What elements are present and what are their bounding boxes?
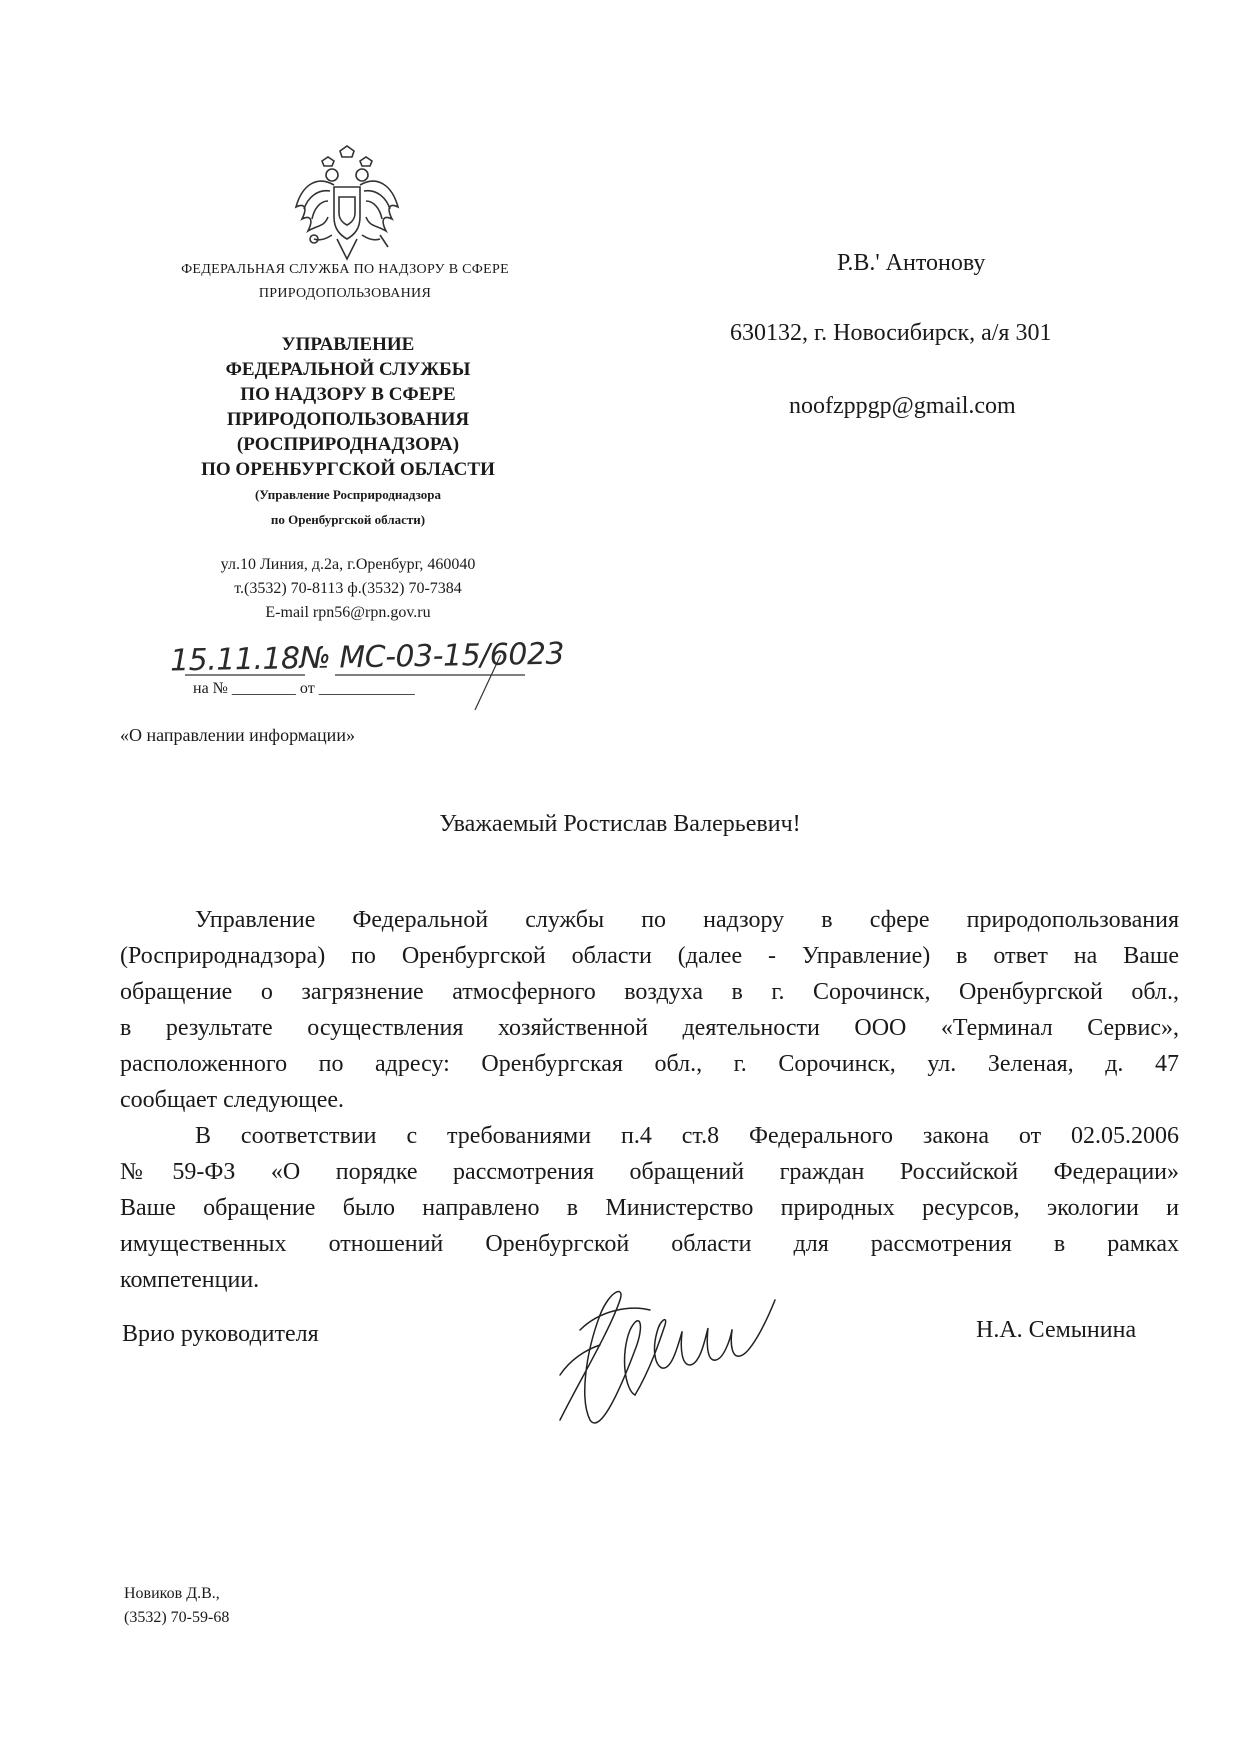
department-name-line: ПО ОРЕНБУРГСКОЙ ОБЛАСТИ — [201, 459, 495, 480]
executor-name: Новиков Д.В., — [124, 1585, 220, 1602]
contact-phone-fax: т.(3532) 70-8113 ф.(3532) 70-7384 — [234, 580, 462, 597]
handwritten-signature-icon — [540, 1270, 790, 1440]
department-short-name-line: по Оренбургской области) — [270, 512, 426, 527]
body-line: сообщает следующее. — [120, 1087, 345, 1113]
coat-of-arms-icon — [292, 145, 402, 265]
agency-name-line2: ПРИРОДОПОЛЬЗОВАНИЯ — [258, 286, 432, 301]
addressee-address: 630132, г. Новосибирск, а/я 301 — [730, 320, 1052, 346]
addressee-email: noofzppgp@gmail.com — [789, 393, 1016, 419]
department-name-line: ПО НАДЗОРУ В СФЕРЕ — [240, 384, 456, 405]
department-name-line: (РОСПРИРОДНАДЗОРА) — [236, 434, 460, 455]
body-line: компетенции. — [120, 1267, 260, 1293]
body-line: в результате осуществления хозяйственной деятельности ООО «Терминал Сервис», — [120, 1015, 1179, 1041]
reply-reference-line: на № ________ от ____________ — [193, 680, 415, 697]
signatory-role: Врио руководителя — [122, 1321, 319, 1347]
department-name-line: ПРИРОДОПОЛЬЗОВАНИЯ — [226, 409, 470, 430]
body-line: В соответствии с требованиями п.4 ст.8 Федерального закона от 02.05.2006 — [195, 1123, 1179, 1149]
letter-subject: «О направлении информации» — [120, 725, 355, 745]
registration-number-handwritten: 15.11.18№ МС-03-15/6023 — [169, 636, 565, 679]
executor-phone: (3532) 70-59-68 — [124, 1609, 230, 1626]
department-short-name-line: (Управление Росприроднадзора — [254, 487, 442, 502]
greeting: Уважаемый Ростислав Валерьевич! — [439, 811, 801, 837]
body-line: имущественных отношений Оренбургской области для рассмотрения в рамках — [120, 1231, 1179, 1257]
body-line: №59-ФЗ «О порядке рассмотрения обращений граждан Российской Федерации» — [120, 1159, 1179, 1185]
body-line: Ваше обращение было направлено в Министерство природных ресурсов, экологии и — [120, 1195, 1179, 1221]
department-name-line: ФЕДЕРАЛЬНОЙ СЛУЖБЫ — [225, 359, 471, 380]
agency-name-line1: ФЕДЕРАЛЬНАЯ СЛУЖБА ПО НАДЗОРУ В СФЕРЕ — [181, 262, 509, 277]
body-line: расположенного по адресу: Оренбургская обл., г. Сорочинск, ул. Зеленая, д. 47 — [120, 1051, 1179, 1077]
contact-email: E-mail rpn56@rpn.gov.ru — [265, 604, 431, 621]
department-name-line: УПРАВЛЕНИЕ — [281, 334, 415, 355]
body-line: обращение о загрязнение атмосферного воздуха в г. Сорочинск, Оренбургской обл., — [120, 979, 1179, 1005]
body-line: (Росприроднадзора) по Оренбургской области (далее - Управление) в ответ на Ваше — [120, 943, 1179, 969]
contact-address: ул.10 Линия, д.2а, г.Оренбург, 460040 — [220, 556, 476, 573]
addressee-name: Р.В.' Антонову — [837, 250, 986, 276]
signatory-name: Н.А. Семынина — [976, 1317, 1137, 1343]
body-line: Управление Федеральной службы по надзору в сфере природопользования — [195, 907, 1179, 933]
